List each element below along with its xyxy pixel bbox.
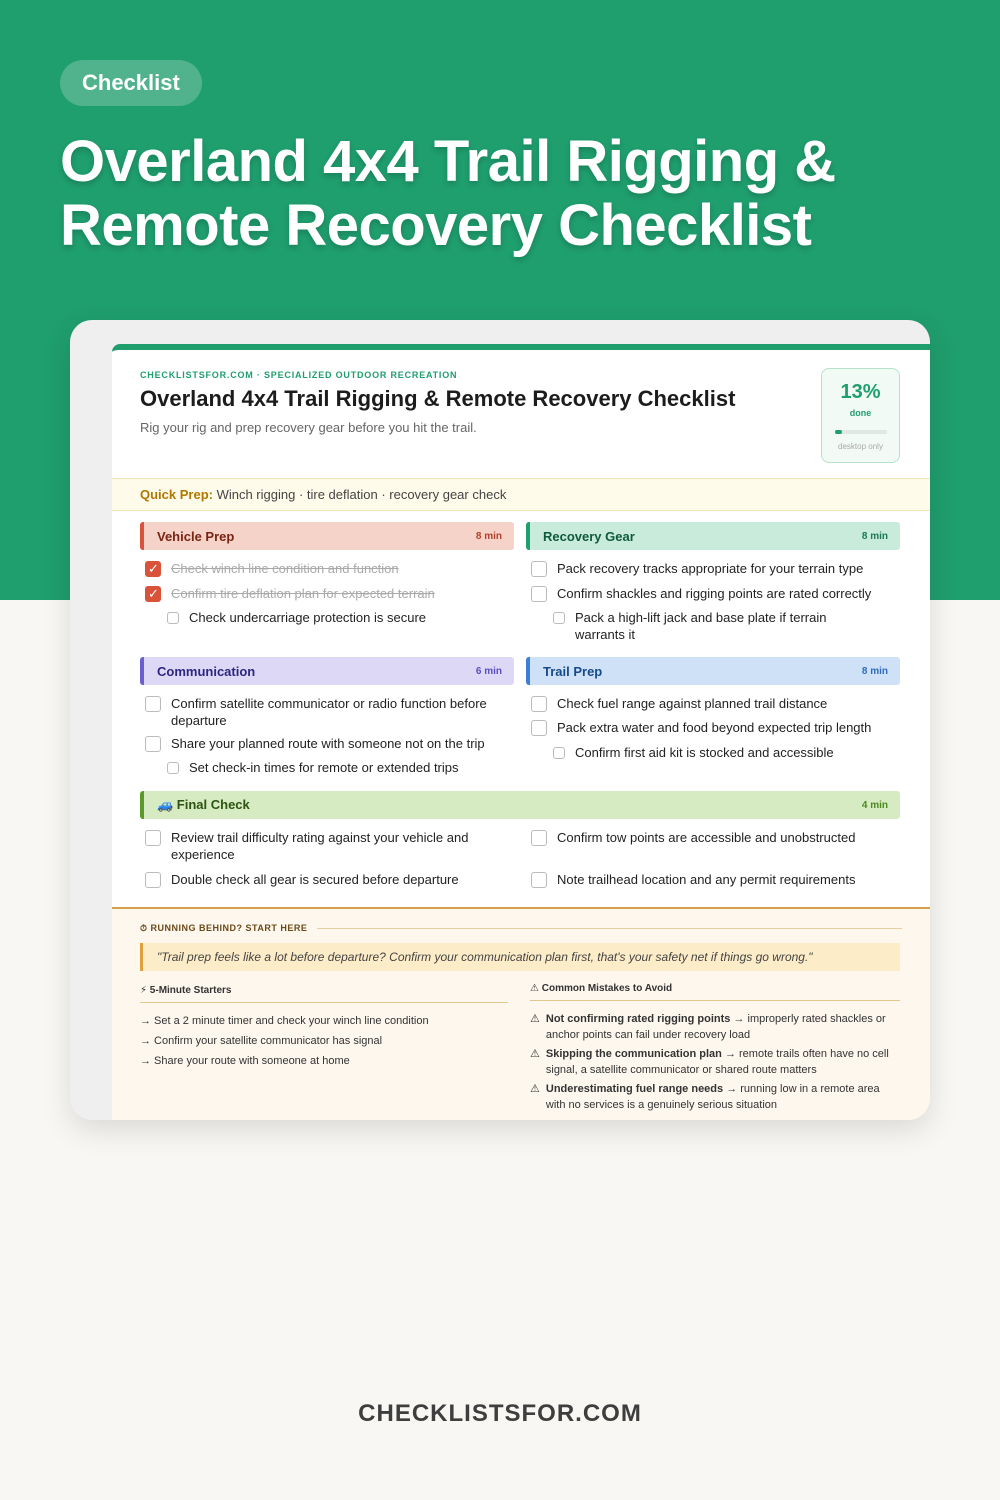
- footer-brand[interactable]: CHECKLISTSFOR.COM: [358, 1400, 642, 1427]
- checklist-item[interactable]: [145, 560, 510, 577]
- mistake-title: Not confirming rated rigging points: [545, 1013, 731, 1025]
- section-recovery-gear: [526, 522, 900, 647]
- item-label: Note trailhead location and any permit requirements: [557, 872, 856, 887]
- warning-icon: ⚠: [530, 1013, 540, 1025]
- item-label: Share your planned route with someone not on the trip: [171, 736, 485, 751]
- starters-heading: ⚡ 5-Minute Starters: [140, 985, 508, 1003]
- checklist-item[interactable]: [145, 735, 510, 752]
- section-time: 8 min: [475, 530, 502, 542]
- sheet-title: Overland 4x4 Trail Rigging & Remote Recovery Checklist: [140, 386, 736, 411]
- section-header-communication: [140, 657, 514, 685]
- divider: [317, 928, 902, 929]
- item-label: Pack recovery tracks appropriate for your terrain type: [557, 561, 864, 576]
- checkbox[interactable]: [145, 830, 161, 846]
- mistake-item: [530, 1081, 900, 1113]
- quick-prep-label: Quick Prep:: [140, 487, 213, 502]
- section-header-recovery-gear: [526, 522, 900, 550]
- item-label: Check fuel range against planned trail distance: [557, 696, 828, 711]
- item-label: Check undercarriage protection is secure: [189, 610, 427, 625]
- progress-note: desktop only: [838, 442, 883, 451]
- checklist-item[interactable]: [531, 871, 896, 888]
- mistakes-heading: ⚠ Common Mistakes to Avoid: [530, 983, 900, 1001]
- section-header-final-check: [140, 791, 900, 819]
- section-trail-prep: [526, 657, 900, 782]
- checkbox[interactable]: [145, 736, 161, 752]
- warning-icon: ⚠: [530, 1083, 540, 1095]
- starter-item: → Set a 2 minute timer and check your winch line condition: [140, 1015, 429, 1027]
- site-tag: CHECKLISTSFOR.COM · SPECIALIZED OUTDOOR RECREATION: [140, 370, 458, 380]
- checkbox[interactable]: [531, 561, 547, 577]
- item-label: Check winch line condition and function: [171, 561, 399, 576]
- item-label: Confirm first aid kit is stocked and accessible: [575, 745, 834, 760]
- checkbox[interactable]: [531, 720, 547, 736]
- section-title: Communication: [157, 663, 256, 679]
- sheet-subtitle: Rig your rig and prep recovery gear before you hit the trail.: [140, 420, 477, 435]
- checklist-item[interactable]: [531, 695, 896, 712]
- running-behind-panel: [112, 907, 930, 1120]
- section-time: 4 min: [861, 799, 888, 811]
- section-header-trail-prep: [526, 657, 900, 685]
- category-badge: Checklist: [60, 60, 202, 106]
- progress-bar-fill: [835, 430, 842, 434]
- section-communication: [140, 657, 514, 782]
- progress-card: [821, 368, 900, 463]
- progress-bar: [835, 430, 887, 434]
- item-label: Pack extra water and food beyond expected trip length: [557, 720, 872, 735]
- item-label: Confirm shackles and rigging points are rated correctly: [557, 586, 872, 601]
- mistake-detail: → running low in a remote area with no services is a genuinely serious situation: [545, 1083, 880, 1111]
- checkbox[interactable]: [553, 612, 565, 624]
- checklist-subitem[interactable]: [167, 759, 512, 776]
- checklist-item[interactable]: [145, 871, 510, 888]
- running-behind-label: ⏱ RUNNING BEHIND? START HERE: [140, 923, 308, 933]
- section-header-vehicle-prep: [140, 522, 514, 550]
- checklist-item[interactable]: [531, 829, 896, 846]
- section-vehicle-prep: [140, 522, 514, 637]
- checkbox[interactable]: [531, 696, 547, 712]
- mistake-title: Underestimating fuel range needs: [545, 1083, 724, 1095]
- checkbox[interactable]: [531, 830, 547, 846]
- mistake-item: [530, 1046, 900, 1078]
- hero-title-line1: Overland 4x4 Trail Rigging &: [60, 129, 836, 194]
- checkbox[interactable]: [145, 696, 161, 712]
- quick-prep-bar: [112, 478, 930, 511]
- section-time: 8 min: [861, 530, 888, 542]
- progress-percent: 13%: [840, 381, 881, 403]
- tip-quote: "Trail prep feels like a lot before departure? Confirm your communication plan first, that's your safety net if things go wrong.": [140, 943, 900, 971]
- starter-item: → Confirm your satellite communicator has signal: [140, 1035, 383, 1047]
- item-label: Confirm satellite communicator or radio function before departure: [171, 696, 487, 728]
- mistake-item: [530, 1011, 900, 1043]
- section-title: 🚙 Final Check: [157, 797, 250, 812]
- checklist-item[interactable]: [145, 585, 510, 602]
- section-title: Vehicle Prep: [157, 528, 235, 544]
- checklist-item[interactable]: [531, 585, 900, 602]
- section-title: Trail Prep: [543, 663, 603, 679]
- section-time: 8 min: [861, 665, 888, 677]
- item-label: Double check all gear is secured before departure: [171, 872, 459, 887]
- section-time: 6 min: [475, 665, 502, 677]
- starter-item: → Share your route with someone at home: [140, 1055, 350, 1067]
- item-label: Pack a high-lift jack and base plate if terrain warrants it: [575, 610, 827, 642]
- checkbox[interactable]: [167, 762, 179, 774]
- checkbox-checked[interactable]: [145, 561, 161, 577]
- hero-title-line2: Remote Recovery Checklist: [60, 193, 812, 258]
- checkbox[interactable]: [531, 872, 547, 888]
- mistake-title: Skipping the communication plan: [545, 1048, 722, 1060]
- preview-frame: [70, 320, 930, 1120]
- checkbox[interactable]: [531, 586, 547, 602]
- quick-prep-text: Winch rigging · tire deflation · recovery gear check: [212, 487, 507, 502]
- warning-icon: ⚠: [530, 1048, 540, 1060]
- checklist-sheet: [112, 344, 930, 1120]
- checklist-item[interactable]: [531, 560, 896, 577]
- checkbox[interactable]: [167, 612, 179, 624]
- checkbox[interactable]: [145, 872, 161, 888]
- item-label: Review trail difficulty rating against your vehicle and experience: [171, 830, 469, 862]
- checklist-subitem[interactable]: [167, 609, 512, 626]
- checklist-item[interactable]: [145, 695, 514, 729]
- item-label: Set check-in times for remote or extended trips: [189, 760, 459, 775]
- checklist-item[interactable]: [145, 829, 510, 863]
- checklist-item[interactable]: [531, 719, 900, 736]
- checkbox[interactable]: [553, 747, 565, 759]
- section-final-check: [140, 791, 900, 901]
- checklist-subitem[interactable]: [553, 609, 853, 643]
- checklist-subitem[interactable]: [553, 744, 898, 761]
- checkbox-checked[interactable]: [145, 586, 161, 602]
- hero-title: [60, 130, 960, 258]
- mistake-detail: → remote trails often have no cell signal, a satellite communicator or shared route matters: [545, 1048, 889, 1076]
- item-label: Confirm tire deflation plan for expected terrain: [171, 586, 435, 601]
- progress-done-label: done: [849, 408, 872, 418]
- mistake-detail: → improperly rated shackles or anchor points can fail under recovery load: [545, 1013, 886, 1041]
- item-label: Confirm tow points are accessible and unobstructed: [557, 830, 856, 845]
- section-title: Recovery Gear: [543, 528, 635, 544]
